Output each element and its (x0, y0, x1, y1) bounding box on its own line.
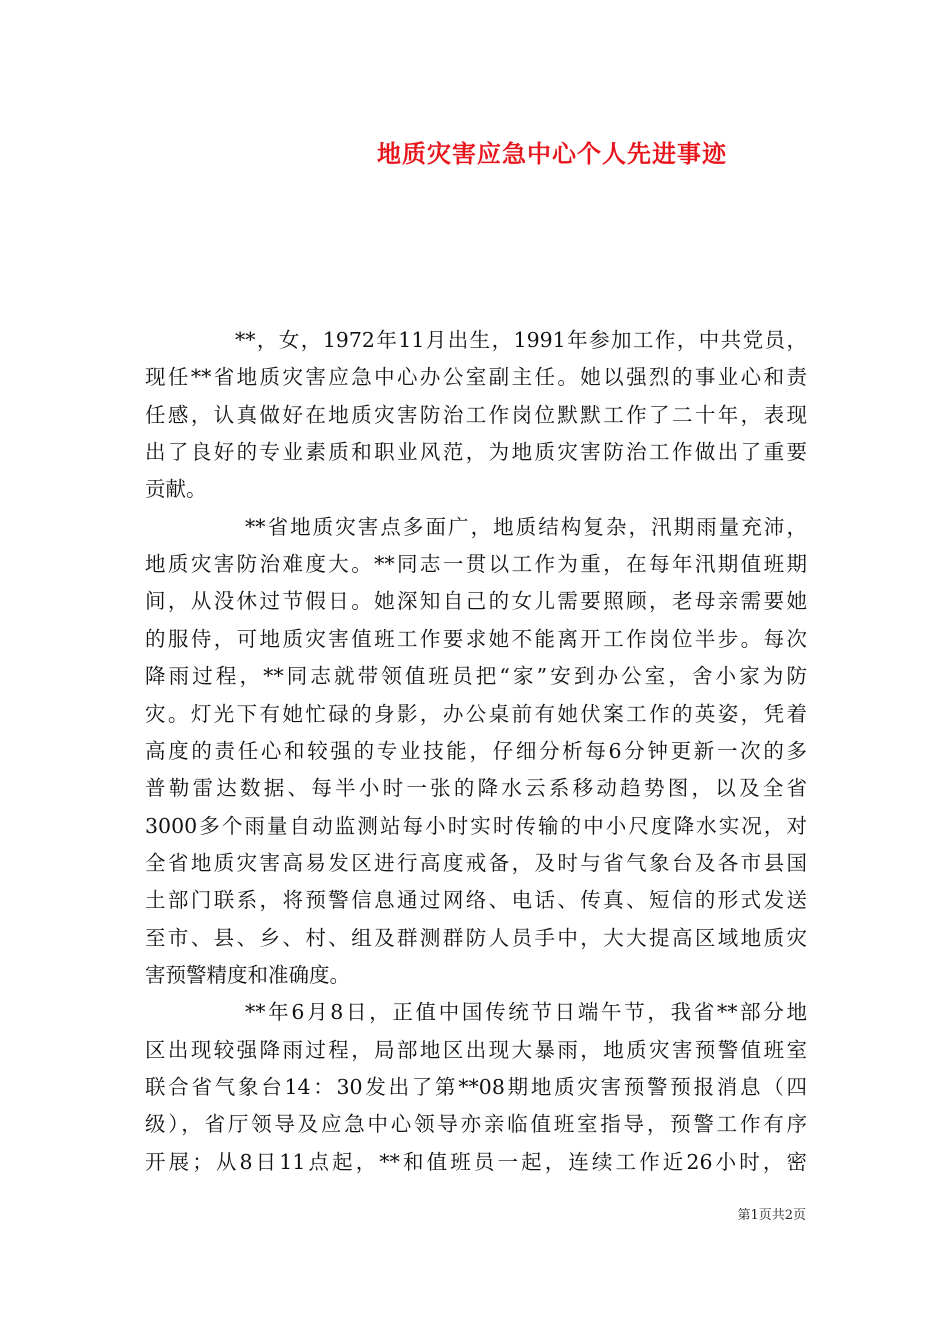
paragraph-line: 地质灾害防治难度大。**同志一贯以工作为重，在每年汛期值班期 (145, 552, 807, 577)
paragraph-line: 至市、县、乡、村、组及群测群防人员手中，大大提高区域地质灾 (145, 925, 807, 950)
paragraph-line: 普勒雷达数据、每半小时一张的降水云系移动趋势图，以及全省 (145, 776, 807, 801)
paragraph-line: 间，从没休过节假日。她深知自己的女儿需要照顾，老母亲需要她 (145, 589, 807, 614)
paragraph-line: 全省地质灾害高易发区进行高度戒备，及时与省气象台及各市县国 (145, 850, 807, 875)
paragraph-line: **省地质灾害点多面广，地质结构复杂，汛期雨量充沛， (245, 514, 807, 539)
paragraph-line: 降雨过程，**同志就带领值班员把“家”安到办公室，舍小家为防 (145, 664, 807, 689)
paragraph-line: 灾。灯光下有她忙碌的身影，办公桌前有她伏案工作的英姿，凭着 (145, 701, 807, 726)
paragraph-line: 高度的责任心和较强的专业技能，仔细分析每6分钟更新一次的多 (145, 738, 807, 763)
paragraph-line: 出了良好的专业素质和职业风范，为地质灾害防治工作做出了重要 (145, 440, 807, 465)
paragraph-line: 任感，认真做好在地质灾害防治工作岗位默默工作了二十年，表现 (145, 402, 807, 427)
paragraph-line: 联合省气象台14：30发出了第**08期地质灾害预警预报消息（四 (145, 1075, 807, 1099)
document-title: 地质灾害应急中心个人先进事迹 (377, 139, 727, 168)
paragraph-line: **年6月8日，正值中国传统节日端午节，我省**部分地 (245, 1000, 807, 1025)
paragraph-line: 级），省厅领导及应急中心领导亦亲临值班室指导，预警工作有序 (145, 1112, 807, 1137)
paragraph-line: 土部门联系，将预警信息通过网络、电话、传真、短信的形式发送 (145, 888, 807, 913)
page-number: 第1页共2页 (737, 1208, 806, 1223)
paragraph-line: 3000多个雨量自动监测站每小时实时传输的中小尺度降水实况，对 (145, 813, 807, 838)
paragraph-line: 贡献。 (145, 477, 207, 502)
paragraph-line: 现任**省地质灾害应急中心办公室副主任。她以强烈的事业心和责 (145, 365, 807, 390)
paragraph-line: **，女，1972年11月出生，1991年参加工作，中共党员， (235, 328, 807, 352)
paragraph-line: 区出现较强降雨过程，局部地区出现大暴雨，地质灾害预警值班室 (145, 1037, 807, 1062)
paragraph-line: 开展；从8日11点起，**和值班员一起，连续工作近26小时，密 (145, 1149, 807, 1174)
paragraph-line: 的服侍，可地质灾害值班工作要求她不能离开工作岗位半步。每次 (145, 626, 807, 651)
paragraph-line: 害预警精度和准确度。 (145, 962, 350, 987)
